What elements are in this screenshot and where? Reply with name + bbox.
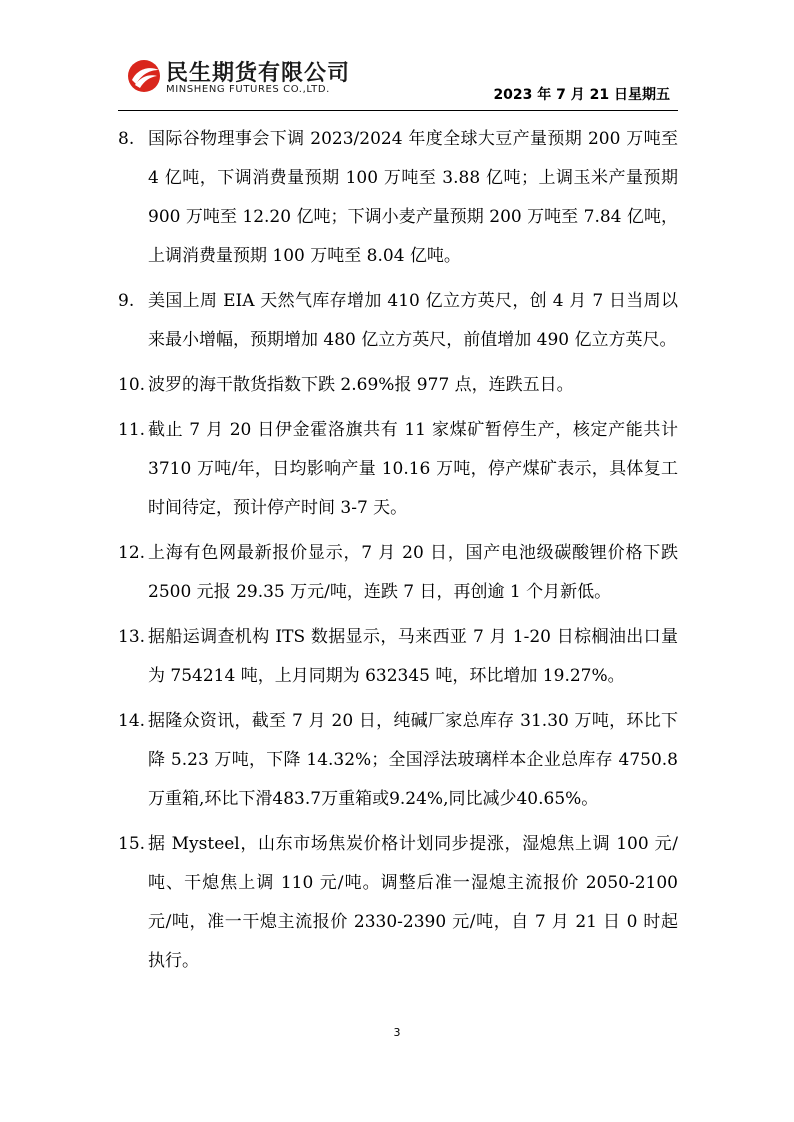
- item-text: 美国上周 EIA 天然气库存增加 410 亿立方英尺，创 4 月 7 日当周以来最小增幅，预期增加 480 亿立方英尺，前值增加 490 亿立方英尺。: [148, 291, 678, 350]
- news-item-14: [118, 702, 678, 819]
- page-header: [0, 0, 794, 112]
- company-name-cn: 民生期货有限公司: [166, 61, 351, 86]
- news-item-13: [118, 618, 678, 696]
- item-number: 11.: [118, 420, 146, 440]
- report-date: 2023 年 7 月 21 日星期五: [493, 87, 670, 103]
- news-item-8: [118, 120, 678, 276]
- item-number: 10.: [118, 375, 146, 395]
- company-name-en: MINSHENG FUTURES CO.,LTD.: [166, 84, 330, 95]
- news-item-15: [118, 825, 678, 981]
- item-text: 波罗的海干散货指数下跌 2.69%报 977 点，连跌五日。: [148, 375, 574, 395]
- news-item-12: [118, 534, 678, 612]
- item-text: 上海有色网最新报价显示，7 月 20 日，国产电池级碳酸锂价格下跌 2500 元报 29.35 万元/吨，连跌 7 日，再创逾 1 个月新低。: [148, 543, 678, 602]
- item-number: 15.: [118, 834, 146, 854]
- item-text: 据船运调查机构 ITS 数据显示，马来西亚 7 月 1-20 日棕榈油出口量为 754214 吨，上月同期为 632345 吨，环比增加 19.27%。: [148, 627, 678, 686]
- item-text: 据 Mysteel，山东市场焦炭价格计划同步提涨，湿熄焦上调 100 元/吨、干熄焦上调 110 元/吨。调整后准一湿熄主流报价 2050-2100 元/吨，准一干熄主流报价 2330-2390 元/吨，自 7 月 21 日 0 时起执行。: [148, 834, 678, 971]
- company-logo: [126, 56, 366, 102]
- item-text: 据隆众资讯，截至 7 月 20 日，纯碱厂家总库存 31.30 万吨，环比下降 5.23 万吨，下降 14.32%；全国浮法玻璃样本企业总库存 4750.8万重箱,环比下滑483.7万重箱或9.24%,同比减少40.65%。: [148, 711, 678, 809]
- minsheng-logo-icon: [126, 58, 162, 94]
- item-number: 8.: [118, 129, 135, 149]
- header-divider: [118, 110, 678, 111]
- item-text: 国际谷物理事会下调 2023/2024 年度全球大豆产量预期 200 万吨至 4 亿吨，下调消费量预期 100 万吨至 3.88 亿吨；上调玉米产量预期 900 万吨至 12.20 亿吨；下调小麦产量预期 200 万吨至 7.84 亿吨，上调消费量预期 100 万吨至 8.04 亿吨。: [148, 129, 678, 266]
- news-item-10: [118, 366, 678, 405]
- item-text: 截止 7 月 20 日伊金霍洛旗共有 11 家煤矿暂停生产，核定产能共计 3710 万吨/年，日均影响产量 10.16 万吨，停产煤矿表示，具体复工时间待定，预计停产时间 3-7 天。: [148, 420, 678, 518]
- item-number: 13.: [118, 627, 146, 647]
- item-number: 12.: [118, 543, 146, 563]
- news-list: [118, 120, 678, 987]
- item-number: 14.: [118, 711, 146, 731]
- page-number: 3: [393, 1026, 401, 1039]
- news-item-9: [118, 282, 678, 360]
- item-number: 9.: [118, 291, 135, 311]
- news-item-11: [118, 411, 678, 528]
